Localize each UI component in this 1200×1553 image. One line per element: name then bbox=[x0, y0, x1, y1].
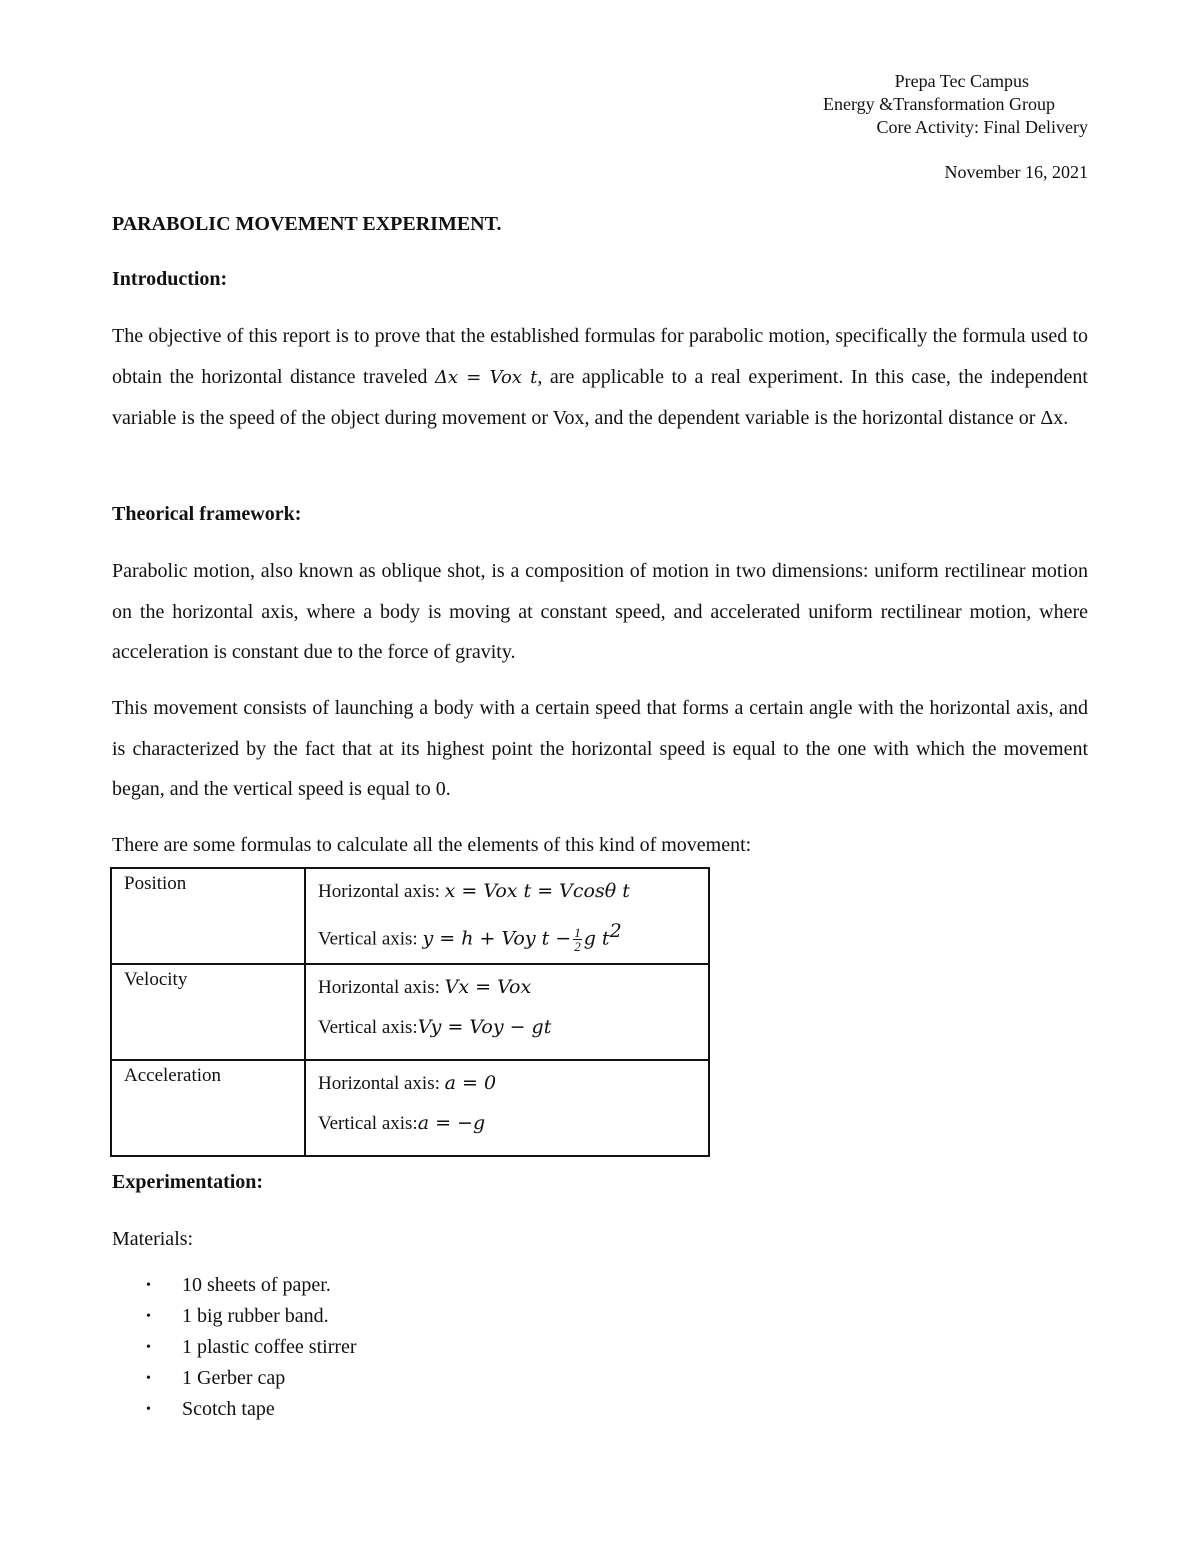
material-text: 1 big rubber band. bbox=[182, 1305, 329, 1327]
formula-cell bbox=[305, 1060, 709, 1156]
group-line: Energy &Transformation Group bbox=[823, 94, 1055, 114]
activity-line: Core Activity: Final Delivery bbox=[876, 117, 1088, 137]
bullet-icon: • bbox=[146, 1309, 151, 1324]
formula-cell bbox=[305, 868, 709, 964]
list-item bbox=[112, 1394, 357, 1425]
experimentation-heading: Experimentation: bbox=[112, 1171, 264, 1193]
document-title: PARABOLIC MOVEMENT EXPERIMENT. bbox=[112, 213, 502, 235]
axis-label: Horizontal axis: bbox=[318, 977, 445, 998]
materials-list bbox=[112, 1270, 357, 1425]
document-date: November 16, 2021 bbox=[944, 162, 1088, 182]
axis-label: Vertical axis: bbox=[318, 1113, 418, 1134]
formula: a = 0 bbox=[444, 1072, 497, 1094]
bullet-icon: • bbox=[146, 1371, 151, 1386]
materials-label: Materials: bbox=[112, 1228, 194, 1250]
axis-label: Horizontal axis: bbox=[318, 1073, 445, 1094]
fraction bbox=[573, 926, 582, 953]
formula: x = Vox t = Vcosθ t bbox=[444, 880, 630, 902]
framework-paragraph-2: This movement consists of launching a body with a certain speed that forms a certain angle with the horizontal axis, and is characterized by the fact that at its highest point the horizontal speed is equal to the one with which the movement began, and the vertical speed is equal to 0. bbox=[112, 697, 1088, 800]
vertical-formula bbox=[318, 913, 698, 953]
material-text: Scotch tape bbox=[182, 1398, 275, 1420]
fraction-denominator: 2 bbox=[574, 939, 581, 955]
table-row bbox=[111, 964, 709, 1060]
formula: a = −g bbox=[417, 1112, 486, 1134]
vertical-formula bbox=[318, 1009, 698, 1049]
material-text: 1 plastic coffee stirrer bbox=[182, 1336, 357, 1358]
table-row bbox=[111, 868, 709, 964]
formula-cell bbox=[305, 964, 709, 1060]
bullet-icon: • bbox=[146, 1402, 151, 1417]
fraction-numerator: 1 bbox=[574, 925, 581, 941]
row-label: Position bbox=[111, 868, 305, 964]
intro-text-a: The objective of this report is to prove that the established formulas for parabolic motion, specifically the formula used to obtain the horizontal distance traveled bbox=[112, 325, 1088, 388]
material-text: 10 sheets of paper. bbox=[182, 1274, 331, 1296]
intro-formula: Δx = Vox t bbox=[434, 366, 538, 388]
campus-line: Prepa Tec Campus bbox=[894, 71, 1029, 91]
vertical-formula bbox=[318, 1105, 698, 1145]
framework-paragraph-3: There are some formulas to calculate all the elements of this kind of movement: bbox=[112, 834, 752, 856]
framework-paragraph-1: Parabolic motion, also known as oblique shot, is a composition of motion in two dimensions: uniform rectilinear motion on the horizontal axis, where a body is moving at constant speed, and accelerated uniform rectilinear motion, where acceleration is constant due to the force of gravity. bbox=[112, 560, 1088, 663]
axis-label: Vertical axis: bbox=[318, 1017, 418, 1038]
formula: g t bbox=[583, 927, 610, 950]
introduction-paragraph bbox=[112, 316, 1088, 439]
formulas-table bbox=[110, 867, 710, 1157]
horizontal-formula bbox=[318, 1065, 698, 1105]
bullet-icon: • bbox=[146, 1278, 151, 1293]
list-item bbox=[112, 1270, 357, 1301]
table-row bbox=[111, 1060, 709, 1156]
intro-text-b: , are applicable to a real experiment. In this case, the independent variable is the speed of the object during movement or Vox, and the dependent variable is the horizontal distance or Δx. bbox=[112, 365, 1088, 429]
row-label: Velocity bbox=[111, 964, 305, 1060]
list-item bbox=[112, 1363, 357, 1394]
formula: Vx = Vox bbox=[444, 976, 532, 998]
list-item bbox=[112, 1332, 357, 1363]
row-label: Acceleration bbox=[111, 1060, 305, 1156]
formula: y = h + Voy t − bbox=[422, 927, 572, 950]
exponent: 2 bbox=[609, 920, 622, 942]
horizontal-formula bbox=[318, 969, 698, 1009]
bullet-icon: • bbox=[146, 1340, 151, 1355]
horizontal-formula bbox=[318, 873, 698, 913]
list-item bbox=[112, 1301, 357, 1332]
axis-label: Horizontal axis: bbox=[318, 881, 445, 902]
formula: Vy = Voy − gt bbox=[417, 1016, 552, 1038]
introduction-heading: Introduction: bbox=[112, 268, 228, 290]
framework-heading: Theorical framework: bbox=[112, 503, 302, 525]
axis-label: Vertical axis: bbox=[318, 928, 423, 950]
material-text: 1 Gerber cap bbox=[182, 1367, 286, 1389]
